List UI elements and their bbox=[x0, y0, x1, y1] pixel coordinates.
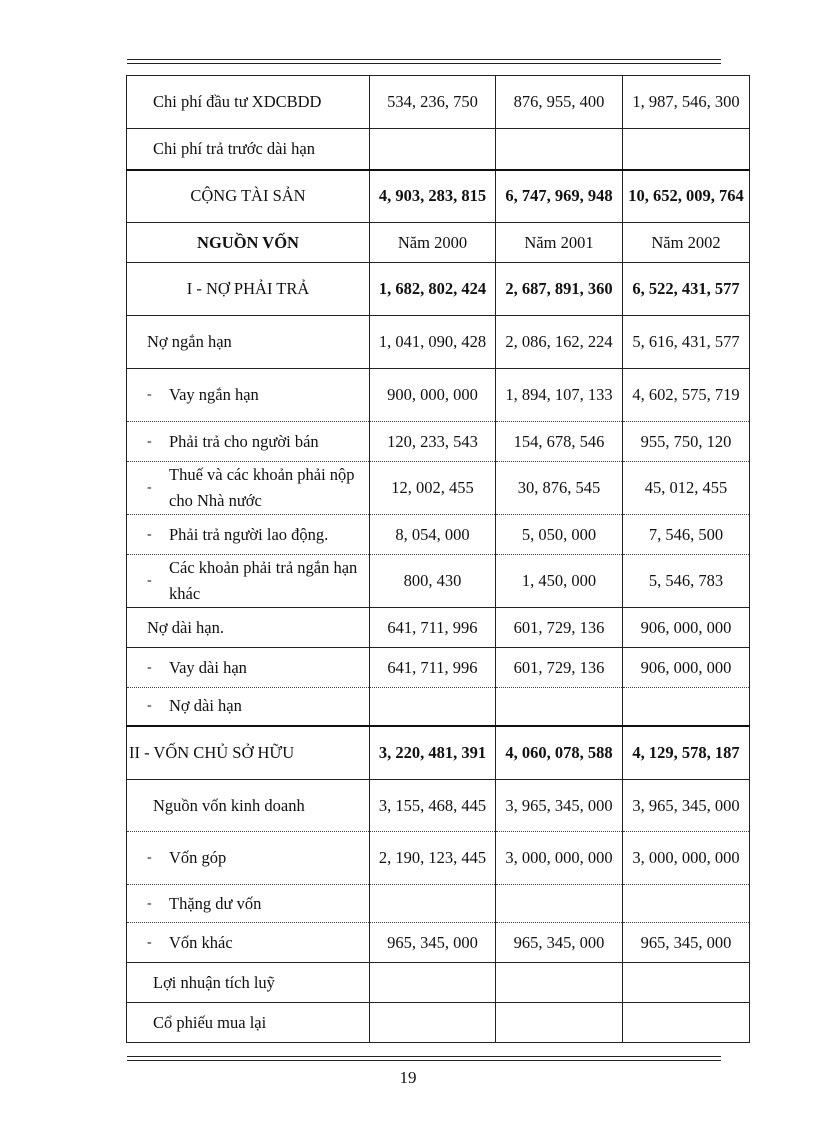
cell-2002: 906, 000, 000 bbox=[623, 648, 750, 688]
bullet-dash: - bbox=[147, 934, 152, 950]
cell-2000: 965, 345, 000 bbox=[370, 923, 496, 963]
table-row bbox=[127, 170, 750, 223]
cell-2002 bbox=[623, 129, 750, 170]
table-row bbox=[127, 1003, 750, 1043]
table-row bbox=[127, 648, 750, 688]
table-row bbox=[127, 923, 750, 963]
cell-2000: 2, 190, 123, 445 bbox=[370, 832, 496, 885]
cell-2001: 601, 729, 136 bbox=[496, 648, 623, 688]
row-label: - Phải trả người lao động. bbox=[127, 515, 370, 555]
cell-2002: 3, 965, 345, 000 bbox=[623, 780, 750, 832]
cell-2001 bbox=[496, 963, 623, 1003]
row-label: - Thặng dư vốn bbox=[127, 885, 370, 923]
cell-2002: 5, 616, 431, 577 bbox=[623, 316, 750, 369]
row-label: - Vay ngắn hạn bbox=[127, 369, 370, 422]
table-row bbox=[127, 963, 750, 1003]
cell-2002: 906, 000, 000 bbox=[623, 608, 750, 648]
cell-2000 bbox=[370, 129, 496, 170]
cell-2002: 10, 652, 009, 764 bbox=[623, 170, 750, 223]
equity-heading: II - VỐN CHỦ SỞ HỮU bbox=[127, 726, 370, 780]
cell-2002 bbox=[623, 688, 750, 726]
row-label: - Phải trả cho người bán bbox=[127, 422, 370, 462]
cell-2002: 4, 129, 578, 187 bbox=[623, 726, 750, 780]
cell-2002 bbox=[623, 885, 750, 923]
bullet-dash: - bbox=[147, 659, 152, 675]
liabilities-heading: I - NỢ PHẢI TRẢ bbox=[127, 263, 370, 316]
row-label: Lợi nhuận tích luỹ bbox=[127, 963, 370, 1003]
row-label: - Vốn góp bbox=[127, 832, 370, 885]
cell-2002: 5, 546, 783 bbox=[623, 555, 750, 608]
table-row bbox=[127, 780, 750, 832]
cell-2001: 2, 086, 162, 224 bbox=[496, 316, 623, 369]
bullet-dash: - bbox=[147, 850, 152, 865]
row-label: - Vốn khác bbox=[127, 923, 370, 963]
cell-2002: 7, 546, 500 bbox=[623, 515, 750, 555]
cell-2002: 45, 012, 455 bbox=[623, 462, 750, 515]
cell-2002 bbox=[623, 1003, 750, 1043]
cell-2000 bbox=[370, 885, 496, 923]
table-row bbox=[127, 263, 750, 316]
cell-2002: 965, 345, 000 bbox=[623, 923, 750, 963]
footer-rule bbox=[127, 1056, 721, 1061]
year-2000-header: Năm 2000 bbox=[370, 223, 496, 263]
cell-2001: 6, 747, 969, 948 bbox=[496, 170, 623, 223]
cell-2000: 534, 236, 750 bbox=[370, 76, 496, 129]
total-assets-label: CỘNG TÀI SẢN bbox=[127, 170, 370, 223]
cell-2001: 30, 876, 545 bbox=[496, 462, 623, 515]
bullet-dash: - bbox=[147, 698, 152, 714]
table-row bbox=[127, 555, 750, 608]
cell-2001: 1, 894, 107, 133 bbox=[496, 369, 623, 422]
row-label: - Các khoản phải trả ngắn hạn khác bbox=[127, 555, 370, 608]
cell-2000: 1, 041, 090, 428 bbox=[370, 316, 496, 369]
cell-2000: 900, 000, 000 bbox=[370, 369, 496, 422]
cell-2000: 641, 711, 996 bbox=[370, 648, 496, 688]
balance-sheet-table bbox=[126, 75, 750, 1043]
cell-2001 bbox=[496, 1003, 623, 1043]
year-2002-header: Năm 2002 bbox=[623, 223, 750, 263]
header-rule bbox=[127, 59, 721, 64]
row-label: Nợ ngắn hạn bbox=[127, 316, 370, 369]
cell-2001: 3, 000, 000, 000 bbox=[496, 832, 623, 885]
bullet-dash: - bbox=[147, 573, 152, 588]
table-row bbox=[127, 223, 750, 263]
table-row bbox=[127, 369, 750, 422]
cell-2000 bbox=[370, 688, 496, 726]
table-row bbox=[127, 832, 750, 885]
table-row bbox=[127, 608, 750, 648]
row-label: Nguồn vốn kinh doanh bbox=[127, 780, 370, 832]
cell-2002: 955, 750, 120 bbox=[623, 422, 750, 462]
cell-2001: 601, 729, 136 bbox=[496, 608, 623, 648]
page-number: 19 bbox=[399, 1068, 417, 1087]
bullet-dash: - bbox=[147, 480, 152, 495]
cell-2002 bbox=[623, 963, 750, 1003]
table-row bbox=[127, 129, 750, 170]
cell-2000: 3, 155, 468, 445 bbox=[370, 780, 496, 832]
bullet-dash: - bbox=[147, 895, 152, 911]
cell-2001: 876, 955, 400 bbox=[496, 76, 623, 129]
row-label: - Vay dài hạn bbox=[127, 648, 370, 688]
cell-2001 bbox=[496, 688, 623, 726]
cell-2001: 3, 965, 345, 000 bbox=[496, 780, 623, 832]
cell-2001: 965, 345, 000 bbox=[496, 923, 623, 963]
table-row bbox=[127, 316, 750, 369]
cell-2002: 4, 602, 575, 719 bbox=[623, 369, 750, 422]
bullet-dash: - bbox=[147, 526, 152, 542]
row-label: Cổ phiếu mua lại bbox=[127, 1003, 370, 1043]
cell-2000 bbox=[370, 1003, 496, 1043]
table-row bbox=[127, 515, 750, 555]
table-row bbox=[127, 726, 750, 780]
bullet-dash: - bbox=[147, 433, 152, 449]
cell-2001: 1, 450, 000 bbox=[496, 555, 623, 608]
table-row bbox=[127, 76, 750, 129]
cell-2000: 1, 682, 802, 424 bbox=[370, 263, 496, 316]
cell-2000: 3, 220, 481, 391 bbox=[370, 726, 496, 780]
cell-2000: 800, 430 bbox=[370, 555, 496, 608]
cell-2001: 5, 050, 000 bbox=[496, 515, 623, 555]
bullet-dash: - bbox=[147, 387, 152, 402]
cell-2001 bbox=[496, 885, 623, 923]
cell-2001: 2, 687, 891, 360 bbox=[496, 263, 623, 316]
row-label: - Nợ dài hạn bbox=[127, 688, 370, 726]
cell-2000: 120, 233, 543 bbox=[370, 422, 496, 462]
cell-2000: 12, 002, 455 bbox=[370, 462, 496, 515]
cell-2000: 4, 903, 283, 815 bbox=[370, 170, 496, 223]
cell-2001 bbox=[496, 129, 623, 170]
table-row bbox=[127, 688, 750, 726]
row-label: Nợ dài hạn. bbox=[127, 608, 370, 648]
cell-2000: 8, 054, 000 bbox=[370, 515, 496, 555]
year-2001-header: Năm 2001 bbox=[496, 223, 623, 263]
cell-2002: 3, 000, 000, 000 bbox=[623, 832, 750, 885]
row-label: Chi phí đầu tư XDCBDD bbox=[127, 76, 370, 129]
cell-2001: 154, 678, 546 bbox=[496, 422, 623, 462]
row-label: Chi phí trả trước dài hạn bbox=[127, 129, 370, 170]
row-label: - Thuế và các khoản phải nộp cho Nhà nước bbox=[127, 462, 370, 515]
cell-2000 bbox=[370, 963, 496, 1003]
cell-2002: 6, 522, 431, 577 bbox=[623, 263, 750, 316]
cell-2002: 1, 987, 546, 300 bbox=[623, 76, 750, 129]
table-row bbox=[127, 885, 750, 923]
cell-2000: 641, 711, 996 bbox=[370, 608, 496, 648]
table-row bbox=[127, 462, 750, 515]
table-row bbox=[127, 422, 750, 462]
capital-sources-heading: NGUỒN VỐN bbox=[127, 223, 370, 263]
cell-2001: 4, 060, 078, 588 bbox=[496, 726, 623, 780]
